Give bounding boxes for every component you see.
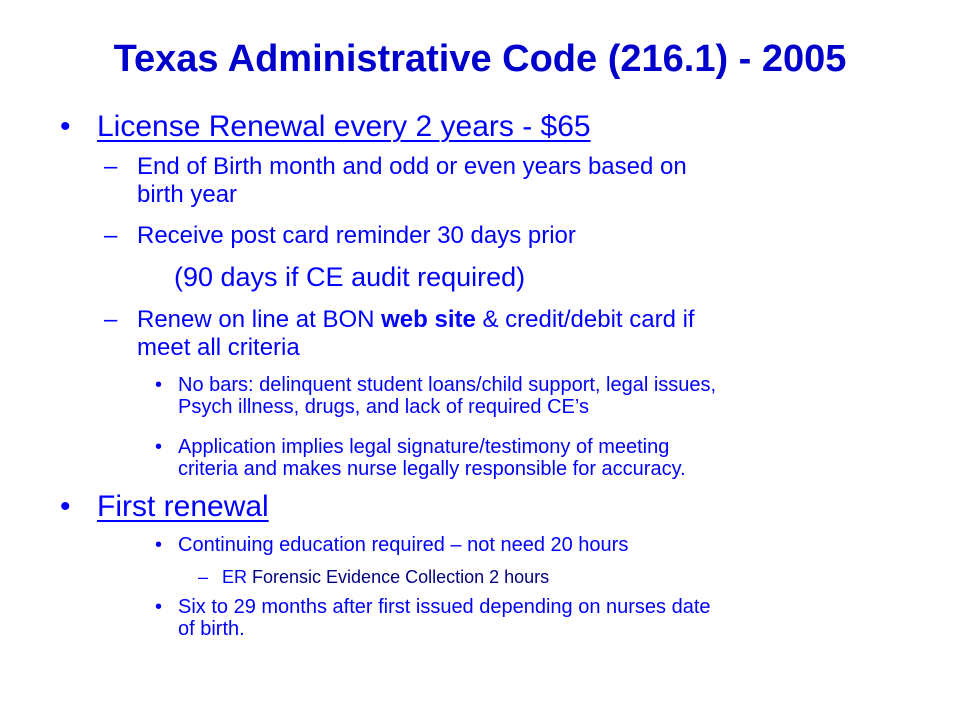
er-abbrev: ER (222, 567, 248, 587)
no-bars-line-2: Psych illness, drugs, and lack of required CE’s (178, 396, 589, 418)
web-site-text: web site (381, 306, 476, 333)
dash-marker: – (104, 153, 118, 180)
continuing-education-text: Continuing education required – not need 20 hours (178, 534, 629, 556)
renew-online-line-1: Renew on line at BON web site & credit/debit card if (137, 306, 695, 333)
no-bars-line-1: No bars: delinquent student loans/child support, legal issues, (178, 374, 717, 396)
er-forensic-text: ER Forensic Evidence Collection 2 hours (222, 567, 550, 587)
dash-marker: – (198, 567, 209, 587)
six-to-29-line-1: Six to 29 months after first issued depending on nurses date (178, 596, 711, 618)
application-line-2: criteria and makes nurse legally responsible for accuracy. (178, 458, 686, 480)
postcard-text: Receive post card reminder 30 days prior (137, 222, 576, 249)
bullet-marker: • (60, 110, 71, 143)
bullet-marker: • (60, 490, 71, 523)
first-renewal-heading: First renewal (97, 490, 269, 523)
dash-marker: – (104, 306, 118, 333)
bullet-marker: • (155, 436, 163, 458)
six-to-29-line-2: of birth. (178, 618, 245, 640)
bullet-marker: • (155, 374, 163, 396)
dash-marker: – (104, 222, 118, 249)
end-birth-line-1: End of Birth month and odd or even years based on (137, 153, 687, 180)
license-renewal-heading: License Renewal every 2 years - $65 (97, 110, 591, 143)
bullet-marker: • (155, 534, 163, 556)
renew-online-line-2: meet all criteria (137, 334, 300, 361)
end-birth-line-2: birth year (137, 181, 238, 208)
ninety-days-note: (90 days if CE audit required) (174, 262, 526, 292)
application-line-1: Application implies legal signature/testimony of meeting (178, 436, 670, 458)
slide-title: Texas Administrative Code (216.1) - 2005 (113, 38, 847, 80)
bullet-marker: • (155, 596, 163, 618)
